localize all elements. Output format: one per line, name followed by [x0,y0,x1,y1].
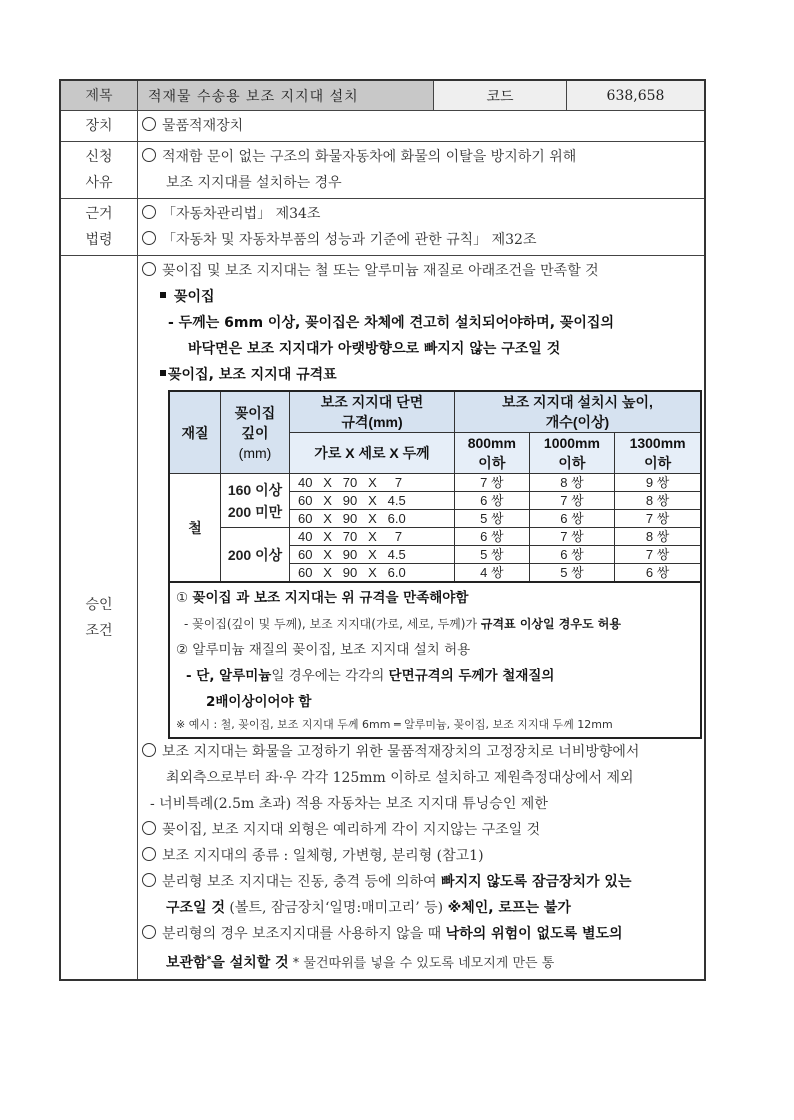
cell-count: 9 쌍 [615,474,701,492]
paragraph-5-text: 분리형의 경우 보조지지대를 사용하지 않을 때 [162,926,446,942]
code-value: 638,658 [567,81,704,110]
circle-bullet-icon [142,262,156,276]
paragraph-4-bold: 빠지지 않도록 잠금장치가 있는 [441,874,632,890]
circle-bullet-icon [142,231,156,245]
paragraph-1 [142,739,702,765]
note-2-sub-line2: 2배이상이어야 함 [206,694,312,710]
paragraph-5-line2 [142,947,702,977]
spec-notes-box [168,583,702,739]
cell-count: 6 쌍 [529,546,615,564]
note-1-sub-bold: 규격표 이상일 경우도 허용 [480,617,621,631]
th-col-bottom: 이하 [478,455,506,471]
paragraph-5-footnote: * 물건따위를 넣을 수 있도록 네모지게 만든 통 [288,956,555,971]
circle-bullet-icon [142,148,156,162]
law-label-line1: 근거 [85,206,113,222]
note-2-sub-bold-a: - 단, 알루미늄 [186,668,272,684]
law-row [61,199,704,256]
note-2-number: ② [176,642,189,658]
approval-document [59,79,706,981]
reason-text-1: 적재함 문이 없는 구조의 화물자동차에 화물의 이탈을 방지하기 위해 [162,149,577,165]
section-heading-spec [142,362,702,388]
th-col-800 [455,433,530,474]
title-value: 적재물 수송용 보조 지지대 설치 [138,81,434,110]
th-height [455,391,702,433]
cell-dimension: 60 X 90 X 4.5 [290,546,455,564]
cell-dimension: 60 X 90 X 4.5 [290,492,455,510]
approval-label [61,256,138,979]
paragraph-2-text: 꽂이집, 보조 지지대 외형은 예리하게 각이 지지않는 구조일 것 [162,822,541,838]
note-1 [176,585,696,611]
device-label: 장치 [61,111,138,141]
cell-depth [221,528,290,583]
paragraph-4-bold-c: 구조일 것 [166,900,225,916]
note-2-text: 알루미늄 재질의 꽂이집, 보조 지지대 설치 허용 [192,642,471,658]
square-bullet-icon [160,292,166,298]
reason-content [138,142,704,198]
paragraph-2 [142,817,702,843]
cell-depth [221,474,290,528]
paragraph-4-bold-e: ※체인, 로프는 불가 [447,900,571,916]
example-note: ※ 예시 : 철, 꽂이집, 보조 지지대 두께 6mm ═ 알루미늄, 꽂이집, 보조 지지대 두께 12mm [176,718,613,731]
title-label: 제목 [61,81,138,110]
section-heading-spec-text: 꽂이집, 보조 지지대 규격표 [168,367,337,383]
section-heading-socket [142,284,702,310]
paragraph-4 [142,869,702,895]
law-item [142,227,700,253]
law-content [138,199,704,255]
note-2-sub-text: 일 경우에는 각각의 [271,668,389,684]
th-height-line1: 보조 지지대 설치시 높이, [502,394,653,410]
th-section [290,391,455,433]
cell-count: 6 쌍 [455,528,530,546]
note-2 [176,637,696,663]
cell-count: 7 쌍 [529,528,615,546]
cell-dimension: 60 X 90 X 6.0 [290,564,455,583]
reason-label-line1: 신청 [85,149,113,165]
cell-dimension: 40 X 70 X 7 [290,474,455,492]
th-depth [221,391,290,474]
cell-depth-line1: 160 이상 [227,481,283,498]
approval-intro [142,258,702,284]
cell-count: 7 쌍 [615,546,701,564]
paragraph-4-text-d: (볼트, 잠금장치‘일명:매미고리’ 등) [224,900,448,916]
approval-label-line1: 승인 [85,596,113,613]
title-row [61,81,704,111]
law-label-line2: 법령 [85,232,113,248]
law-item [142,201,700,227]
law-item-text: 「자동차관리법」 제34조 [162,206,321,222]
circle-bullet-icon [142,117,156,131]
th-col-1300 [615,433,701,474]
cell-material: 철 [169,474,221,583]
cell-count: 8 쌍 [529,474,615,492]
circle-bullet-icon [142,925,156,939]
device-row [61,111,704,142]
law-item-text: 「자동차 및 자동차부품의 성능과 기준에 관한 규칙」 제32조 [162,232,537,248]
paragraph-3-text: 보조 지지대의 종류 : 일체형, 가변형, 분리형 (참고1) [162,848,484,864]
circle-bullet-icon [142,743,156,757]
cell-dimension: 40 X 70 X 7 [290,528,455,546]
paragraph-1-text: 보조 지지대는 화물을 고정하기 위한 물품적재장치의 고정장치로 너비방향에서 [162,744,640,760]
paragraph-4-text: 분리형 보조 지지대는 진동, 충격 등에 의하여 [162,874,442,890]
cell-count: 8 쌍 [615,492,701,510]
th-col-1000 [529,433,615,474]
circle-bullet-icon [142,873,156,887]
cell-count: 4 쌍 [455,564,530,583]
th-section-sub: 가로 X 세로 X 두께 [290,433,455,474]
circle-bullet-icon [142,821,156,835]
table-row [169,474,701,492]
reason-label-line2: 사유 [85,175,113,191]
cell-count: 6 쌍 [615,564,701,583]
note-1-number: ① [176,590,189,606]
cell-count: 6 쌍 [529,510,615,528]
paragraph-1-line2: 최외측으로부터 좌·우 각각 125mm 이하로 설치하고 제원측정대상에서 제외 [166,770,634,786]
note-1-sub [176,611,696,637]
cell-dimension: 60 X 90 X 6.0 [290,510,455,528]
th-depth-line1: 꽂이집 [234,404,276,421]
note-1-text: 꽂이집 과 보조 지지대는 위 규격을 만족해야함 [192,590,469,606]
cell-count: 5 쌍 [455,546,530,564]
paragraph-3 [142,843,702,869]
th-col-bottom: 이하 [644,455,672,471]
reason-line1 [142,144,700,170]
th-col-top: 1300mm [629,435,686,451]
law-label [61,199,138,255]
cell-count: 7 쌍 [529,492,615,510]
reason-label [61,142,138,198]
paragraph-5-bold-c: 보관함 [166,955,207,971]
th-col-top: 1000mm [543,435,600,451]
th-height-line2: 개수(이상) [545,414,610,430]
cell-depth-line2: 200 미만 [227,503,283,520]
approval-label-line2: 조건 [85,622,113,639]
th-col-top: 800mm [467,435,516,451]
th-depth-line3: (mm) [238,444,272,461]
note-1-sub-text: - 꽂이집(깊이 및 두께), 보조 지지대(가로, 세로, 두께)가 [184,617,481,631]
th-col-bottom: 이하 [558,455,586,471]
cell-count: 8 쌍 [615,528,701,546]
th-section-line2: 규격(mm) [341,414,403,430]
th-material: 재질 [169,391,221,474]
paragraph-5-bold-d: 을 설치할 것 [211,955,289,971]
section-heading-socket-text: 꽂이집 [174,289,215,305]
approval-content [138,256,706,979]
circle-bullet-icon [142,847,156,861]
cell-count: 5 쌍 [529,564,615,583]
paragraph-5-bold: 낙하의 위험이 없도록 별도의 [445,926,623,942]
device-content [138,111,704,141]
cell-count: 5 쌍 [455,510,530,528]
paragraph-4-line2 [142,895,702,921]
note-2-sub [176,663,696,689]
table-row [169,528,701,546]
approval-row [61,256,704,979]
cell-count: 7 쌍 [455,474,530,492]
cell-count: 6 쌍 [455,492,530,510]
cell-depth-line1: 200 이상 [227,546,283,563]
approval-intro-text: 꽂이집 및 보조 지지대는 철 또는 알루미늄 재질로 아래조건을 만족할 것 [162,263,599,279]
spec-table [168,390,702,583]
th-section-line1: 보조 지지대 단면 [320,394,424,410]
square-bullet-icon [160,370,166,376]
footnote-marker: * [206,955,212,965]
note-2-sub-bold-c: 단면규격의 두께가 철재질의 [388,668,555,684]
code-label: 코드 [434,81,567,110]
socket-rule-line1: - 두께는 6mm 이상, 꽂이집은 차체에 견고히 설치되어야하며, 꽂이집의 [168,315,614,331]
paragraph-1-sub: - 너비특례(2.5m 초과) 적용 자동차는 보조 지지대 튜닝승인 제한 [150,796,548,812]
circle-bullet-icon [142,205,156,219]
reason-row [61,142,704,199]
device-item-text: 물품적재장치 [162,118,244,134]
device-item [142,113,700,139]
cell-count: 7 쌍 [615,510,701,528]
socket-rule-line2: 바닥면은 보조 지지대가 아랫방향으로 빠지지 않는 구조일 것 [188,341,561,357]
paragraph-5 [142,921,702,947]
th-depth-line2: 깊이 [241,424,269,441]
reason-line2: 보조 지지대를 설치하는 경우 [166,175,342,191]
